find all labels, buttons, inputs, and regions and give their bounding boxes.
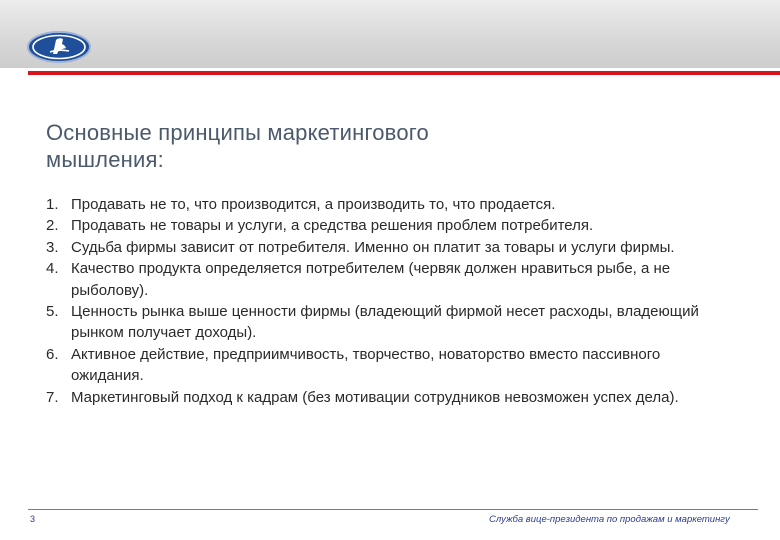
list-item-text: Качество продукта определяется потребителем (червяк должен нравиться рыбе, а не рыболову). — [71, 260, 671, 299]
slide-title-line-2: мышления: — [46, 147, 164, 172]
list-item-text: Продавать не то, что производится, а производить то, что продается. — [71, 196, 556, 213]
list-item-text: Судьба фирмы зависит от потребителя. Именно он платит за товары и услуги фирмы. — [71, 238, 675, 256]
list-item — [46, 237, 736, 258]
list-item-number: 6. — [46, 345, 59, 363]
slide-title — [46, 119, 706, 173]
list-item — [46, 215, 736, 236]
header-band — [0, 0, 780, 68]
list-item — [46, 344, 736, 387]
list-item-text: Маркетинговый подход к кадрам (без мотивации сотрудников невозможен успех дела). — [71, 388, 679, 406]
footer-department: Служба вице-президента по продажам и маркетингу — [489, 514, 730, 525]
list-item-number: 2. — [46, 217, 59, 235]
header-accent-rule — [28, 71, 780, 75]
list-item-number: 5. — [46, 303, 59, 321]
page-number: 3 — [30, 514, 36, 524]
list-item-text: Ценность рынка выше ценности фирмы (владеющий фирмой несет расходы, владеющий рынком получает доходы). — [71, 303, 699, 342]
list-item — [46, 301, 736, 344]
slide-title-line-1: Основные принципы маркетингового — [46, 120, 429, 145]
footer-rule — [28, 509, 758, 510]
list-item — [46, 258, 736, 301]
list-item-number: 7. — [46, 388, 59, 406]
list-item-number: 4. — [46, 260, 59, 278]
list-item-number: 3. — [46, 238, 59, 256]
list-item — [46, 194, 736, 215]
principles-list — [46, 194, 736, 408]
list-item-text: Продавать не товары и услуги, а средства решения проблем потребителя. — [71, 217, 594, 235]
list-item — [46, 387, 736, 408]
list-item-number: 1. — [46, 196, 59, 213]
list-item-text: Активное действие, предприимчивость, творчество, новаторство вместо пассивного ожидания. — [71, 345, 661, 385]
lada-boat-logo-icon — [26, 30, 92, 64]
